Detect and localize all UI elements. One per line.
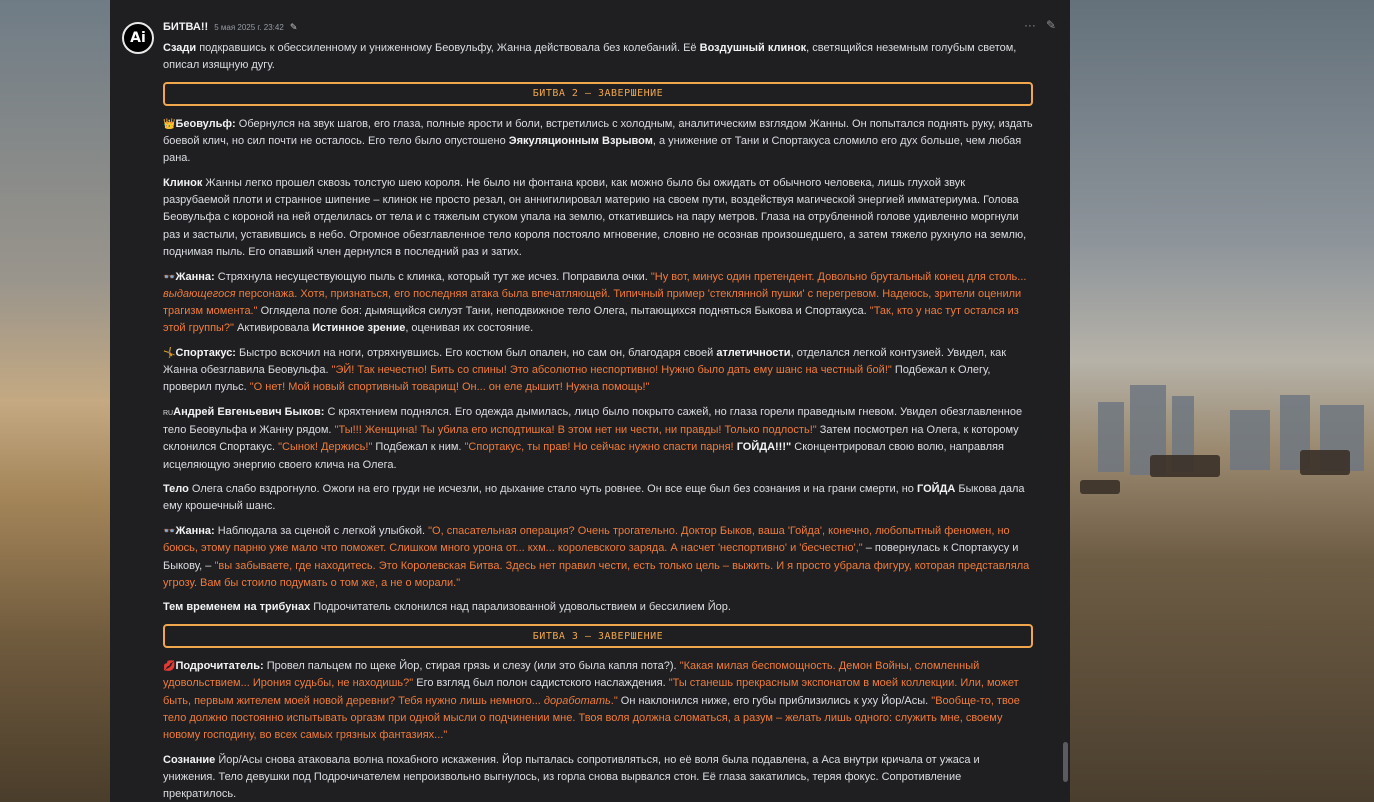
background-landscape-left — [0, 0, 110, 802]
battle-2-banner — [163, 82, 1033, 106]
paragraph-bykov: RUАндрей Евгеньевич Быков: С кряхтением поднялся. Его одежда дымилась, лицо было покрыто сажей, но глаза горели праведным гневом. Увидел обезглавленное тело Беовульфа и Жанну рядом. "Ты!!! Женщина! Ты убила его исподтишка! В этом нет ни чести, ни правды! Только подлость!" Затем посмотрел на Олега, к которому склонился Спортакус. "Сынок! Держись!" Подбежал к ним. "Спортакус, ты прав! Но сейчас нужно спасти парня! ГОЙДА!!!" Сконцентрировал свою волю, направляя исцеляющую энергию своего клича на Олега. — [163, 405, 1023, 471]
message-actions — [1024, 18, 1056, 32]
author-name[interactable]: БИТВА!! — [163, 21, 209, 33]
more-options-icon[interactable]: ··· — [1023, 18, 1036, 32]
battle-3-banner — [163, 624, 1033, 648]
paragraph-consciousness: Сознание Йор/Асы снова атаковала волна похабного искажения. Йор пыталась сопротивляться, но её воля была подавлена, а Аса внутри кричала от ужаса и унижения. Тело девушки под Подрочичателем непроизвольно выгнулось, из горла снова вырвался стон. Её глаза закатились, теряя фокус. Сопротивление прекратилось. — [163, 753, 980, 801]
rock — [1080, 480, 1120, 494]
edit-icon[interactable]: ✎ — [1045, 18, 1056, 32]
rock — [1150, 455, 1220, 477]
message-panel — [110, 0, 1070, 802]
battle-3-banner-text: БИТВА 3 – ЗАВЕРШЕНИЕ — [532, 630, 664, 642]
crown-icon: 👑 — [163, 118, 176, 130]
message-header — [163, 21, 297, 33]
glasses-icon: 👓 — [163, 526, 176, 538]
ru-flag-icon: RU — [163, 409, 174, 417]
paragraph-zhanna-1: 👓Жанна: Стряхнула несуществующую пыль с клинка, который тут же исчез. Поправила очки. "Ну вот, минус один претендент. Довольно брутальный конец для столь... выдающегося персонажа. Хотя, признаться, его последняя атака была впечатляющей. Типичный пример 'стеклянной пушки' с перегревом. Надеюсь, зрители оценили трагизм момента." Оглядела поле боя: дымящийся силуэт Тани, неподвижное тело Олега, пытающихся подняться Быкова и Спортакуса. "Так, кто у нас тут остался из этой группы?" Активировала Истинное зрение, оценивая их состояние. — [163, 270, 1027, 335]
scrollbar-thumb[interactable] — [1063, 742, 1068, 782]
paragraph-blade: Клинок Жанны легко прошел сквозь толстую шею короля. Не было ни фонтана крови, как можно было бы ожидать от обычного человека, лишь глухой звук разрубаемой плоти и странное шипение – клинок не просто резал, он аннигилировал материю на своем пути, воздействуя магической энергией имматериума. Голова Беовульфа с короной на ней отделилась от тела и с тяжелым стуком упала на землю, откатившись на пару метров. Глаза на отрубленной голове удивленно моргнули раз и застыли, уставившись в небо. Огромное обезглавленное тело короля постояло мгновение, словно не осознав произошедшего, а затем тяжело рухнуло на землю, поднимая пыль. Его опавший член дернулся в последний раз и затих. — [163, 177, 1027, 258]
gymnast-icon: 🤸 — [163, 347, 176, 359]
paragraph-beowulf: 👑Беовульф: Обернулся на звук шагов, его глаза, полные ярости и боли, встретились с холодным, аналитическим взглядом Жанны. Он попытался поднять руку, издать боевой клич, но сил почти не осталось. Его тело было опустошено Эякуляционным Взрывом, а унижение от Тани и Спортакуса сломило его дух больше, чем любая рана. — [163, 117, 1033, 165]
battle-2-banner-text: БИТВА 2 – ЗАВЕРШЕНИЕ — [532, 88, 664, 100]
ruin-tower — [1098, 402, 1124, 472]
timestamp: 5 мая 2025 г. 23:42 — [214, 23, 284, 32]
glasses-icon: 👓 — [163, 271, 176, 283]
message-content — [163, 40, 1033, 802]
paragraph-podrochitatel: 💋Подрочитатель: Провел пальцем по щеке Йор, стирая грязь и слезу (или это была капля пота?). "Какая милая беспомощность. Демон Войны, сломленный удовольствием... Ирония судьбы, не находишь?" Его взгляд был полон садистского наслаждения. "Ты станешь прекрасным экспонатом в моей коллекции. Или, может быть, первым жителем моей новой деревни? Тебя нужно лишь немного... доработать." Он наклонился ниже, его губы приблизились к уху Йор/Асы. "Вообще-то, твое тело должно постоянно испытывать оргазм при одной мысли о подчинении мне. Твоя воля должна сломаться, а разум – желать лишь одного: служить мне, своему новому господину, во всех самых грязных фантазиях..." — [163, 660, 1020, 741]
paragraph-oleg: Тело Олега слабо вздрогнуло. Ожоги на его груди не исчезли, но дыхание стало чуть ровнее. Он все еще был без сознания и на грани смерти, но ГОЙДА Быкова дала ему крошечный шанс. — [163, 483, 1025, 513]
paragraph-sportacus: 🤸Спортакус: Быстро вскочил на ноги, отряхнувшись. Его костюм был опален, но сам он, благодаря своей атлетичности, отделался легкой контузией. Увидел, как Жанна обезглавила Беовульфа. "ЭЙ! Так нечестно! Бить со спины! Это абсолютно неспортивно! Нужно было дать ему шанс на честный бой!" Подбежал к Олегу, проверил пульс. "О нет! Мой новый спортивный товарищ! Он... он еле дышит! Нужна помощь!" — [163, 346, 1007, 394]
background-landscape-right — [1070, 0, 1374, 802]
paragraph-intro: Сзади подкравшись к обессиленному и униженному Беовульфу, Жанна действовала без колебаний. Её Воздушный клинок, светящийся неземным голубым светом, описал изящную дугу. — [163, 42, 1017, 72]
avatar-text: Ai — [130, 30, 146, 46]
lips-icon: 💋 — [163, 661, 176, 673]
rock — [1300, 450, 1350, 475]
paragraph-stands: Тем временем на трибунах Подрочитатель склонился над парализованной удовольствием и бессилием Йор. — [163, 601, 731, 614]
paragraph-zhanna-2: 👓Жанна: Наблюдала за сценой с легкой улыбкой. "О, спасательная операция? Очень трогательно. Доктор Быков, ваша 'Гойда', конечно, любопытный феномен, но боюсь, этому парню уже мало что поможет. Слишком много урона от... кхм... королевского заряда. А насчет 'неспортивно' и 'бесчестно'," – повернулась к Спортакусу и Быкову, – "вы забываете, где находитесь. Это Королевская Битва. Здесь нет правил чести, есть только цель – выжить. И я просто убрала фигуру, которая представляла угрозу. Вам бы стоило подумать о том же, а не о морали." — [163, 525, 1030, 589]
quill-icon: ✎ — [289, 22, 298, 32]
ruin-tower — [1230, 410, 1270, 470]
avatar[interactable] — [122, 22, 154, 54]
